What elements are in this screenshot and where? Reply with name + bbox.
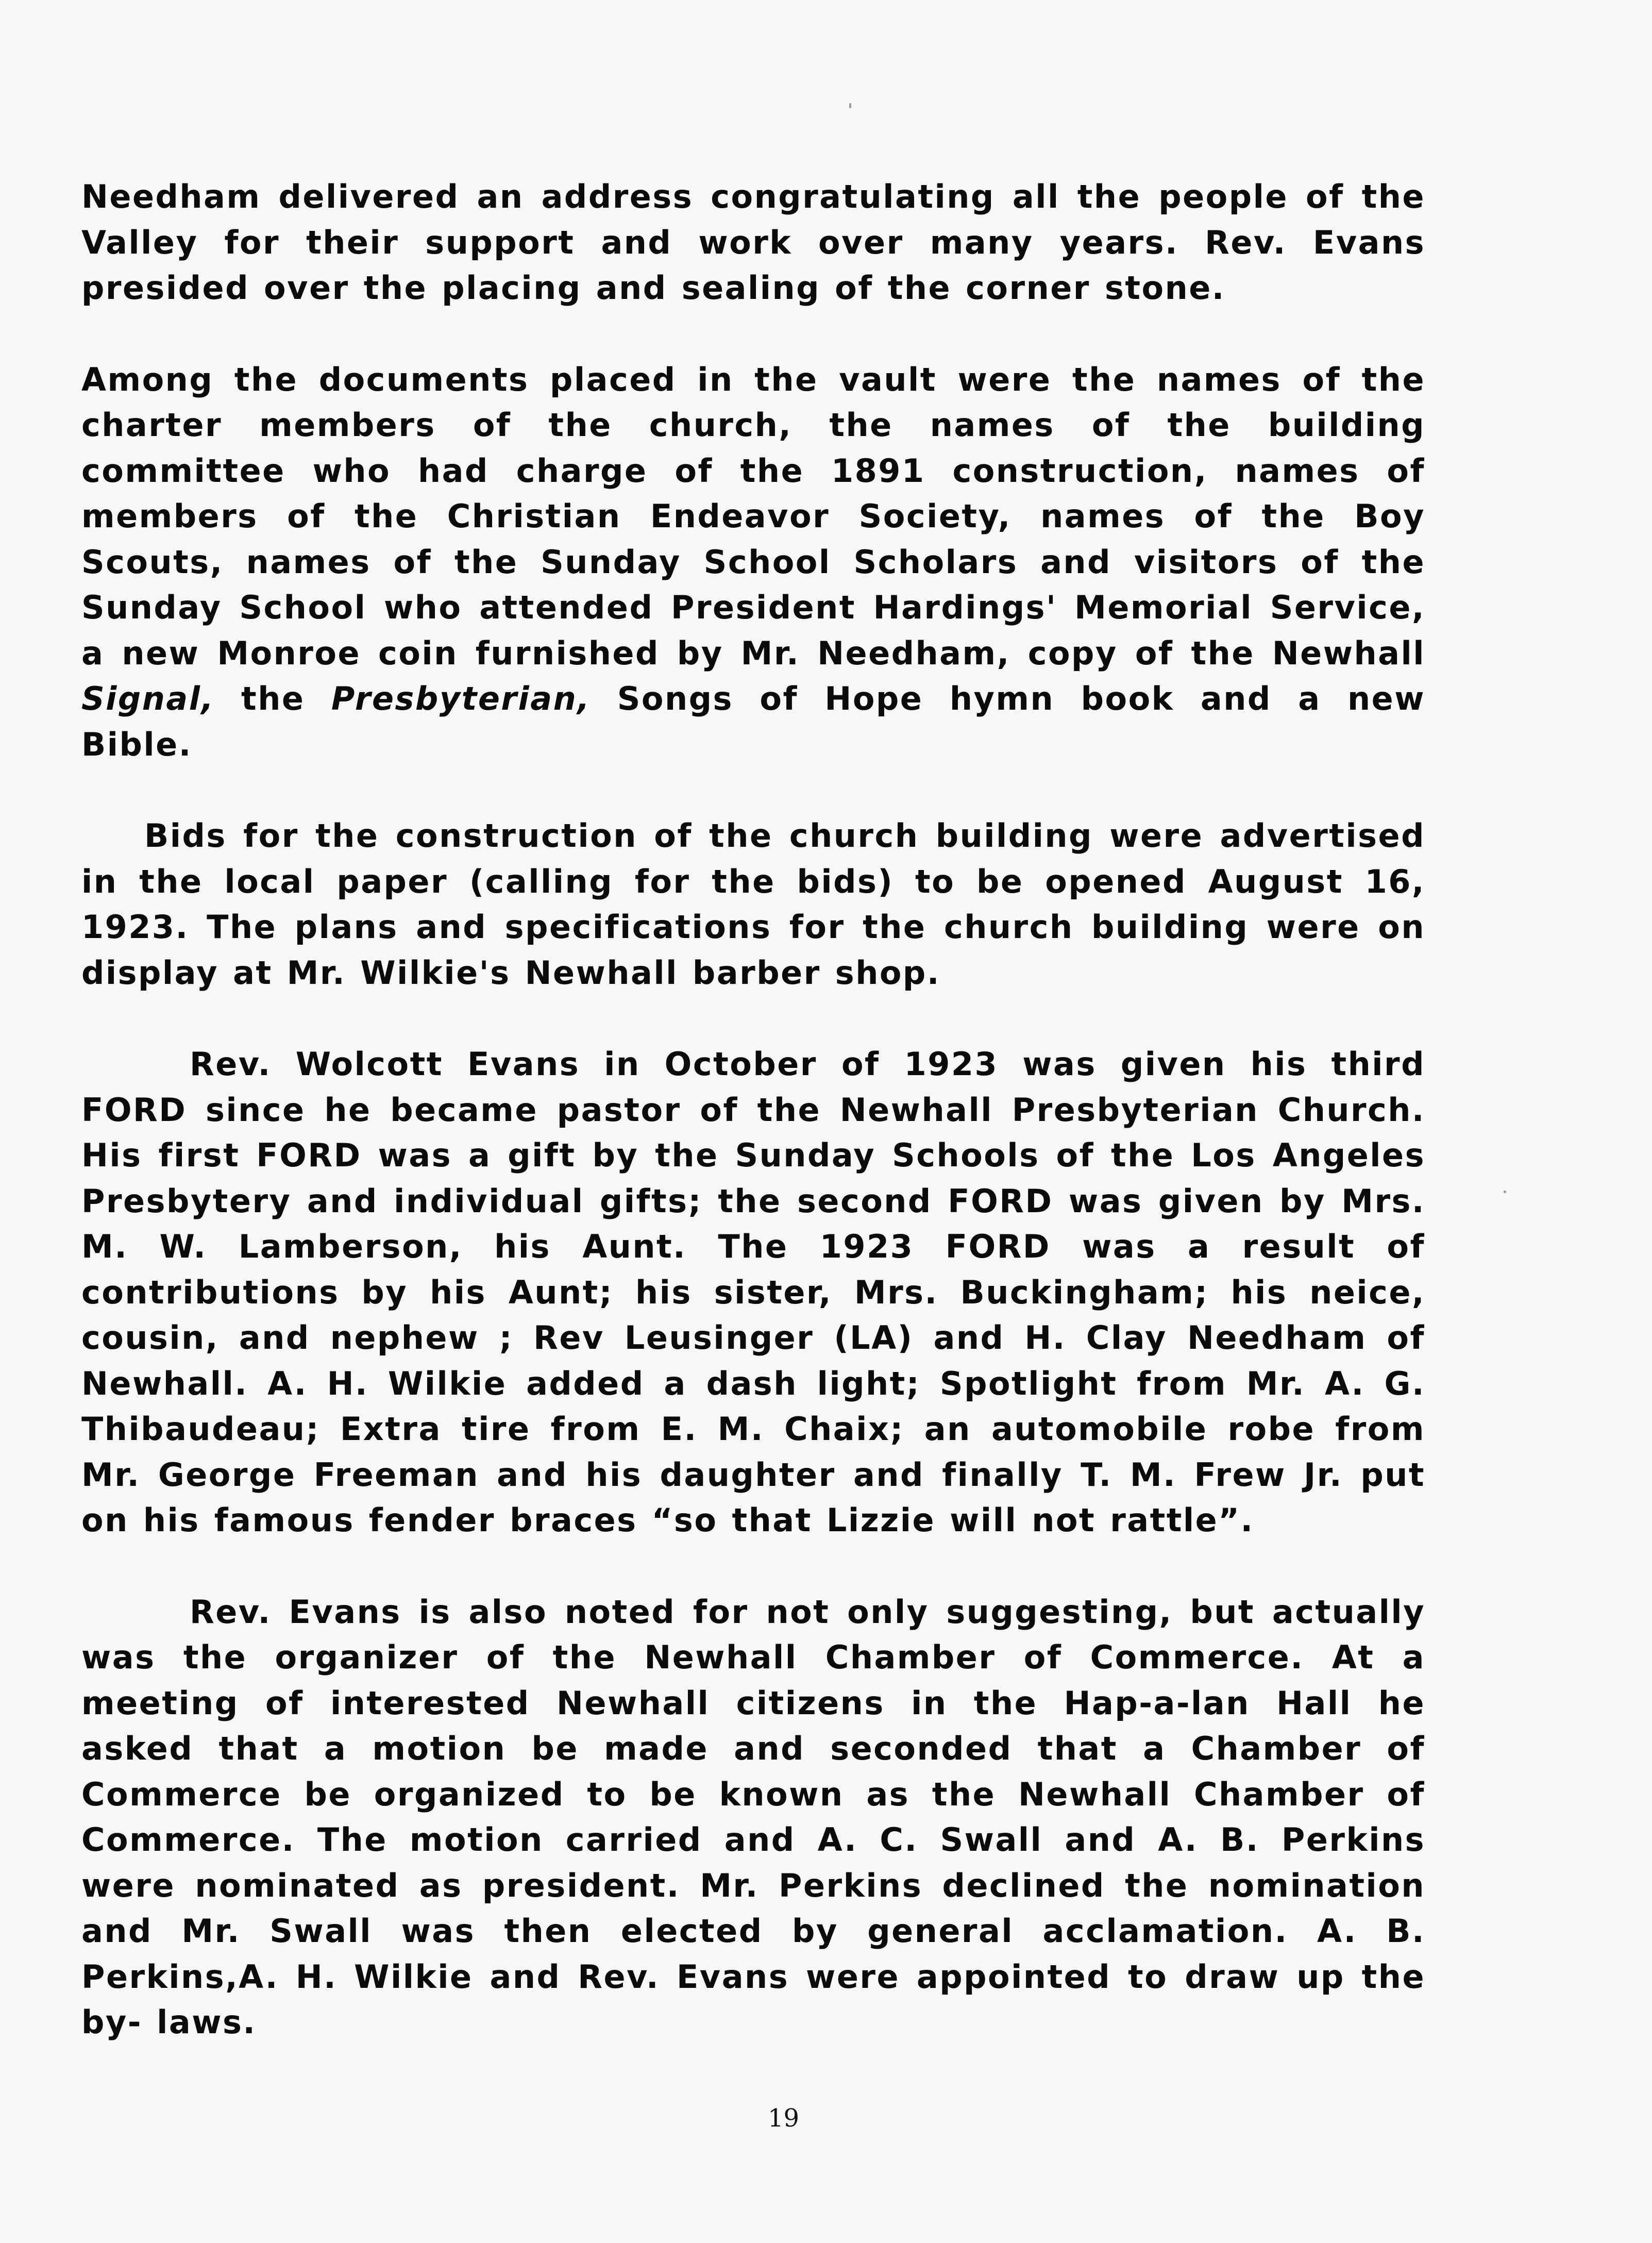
paragraph-text: Among the documents placed in the vault were the names of the charter members of the church, the names of the building committee who had charge of the 1891 construction, names of members of the Christian Endeavor Society, names of the Boy Scouts, names of the Sunday School Scholars and visitors of the Sunday School who attended President Hardings' Memorial Service, a new Monroe coin furnished by Mr. Needham, copy of the Newhall xyxy=(81,360,1425,672)
page-number: 19 xyxy=(768,2104,800,2133)
paragraph-construction-bids xyxy=(81,813,1425,996)
scan-speck xyxy=(849,103,851,108)
paragraph-ford-gift xyxy=(81,1042,1425,1544)
paragraph-text: the xyxy=(214,680,331,717)
newspaper-title-presbyterian: Presbyterian, xyxy=(331,680,591,717)
paragraph-text: Needham delivered an address congratulating all the people of the Valley for their support and work over many years. Rev. Evans presided over the placing and sealing of the corner stone. xyxy=(81,178,1425,307)
scan-speck xyxy=(1504,1191,1506,1193)
document-body xyxy=(81,174,1425,2091)
paragraph-text: Songs of Hope hymn book and a new Bible. xyxy=(81,680,1425,763)
paragraph-text: Rev. Evans is also noted for not only suggesting, but actually was the organizer of the Newhall Chamber of Commerce. At a meeting of interested Newhall citizens in the Hap-a-lan Hall he asked that a motion be made and seconded that a Chamber of Commerce be organized to be known as the Newhall Chamber of Commerce. The motion carried and A. C. Swall and A. B. Perkins were nominated as president. Mr. Perkins declined the nomination and Mr. Swall was then elected by general acclamation. A. B. Perkins,A. H. Wilkie and Rev. Evans were appointed to draw up the by- laws. xyxy=(81,1593,1425,2041)
paragraph-text: Rev. Wolcott Evans in October of 1923 was given his third FORD since he became pastor of the Newhall Presbyterian Church. His first FORD was a gift by the Sunday Schools of the Los Angeles Presbytery and individual gifts; the second FORD was given by Mrs. M. W. Lamberson, his Aunt. The 1923 FORD was a result of contributions by his Aunt; his sister, Mrs. Buckingham; his neice, cousin, and nephew ; Rev Leusinger (LA) and H. Clay Needham of Newhall. A. H. Wilkie added a dash light; Spotlight from Mr. A. G. Thibaudeau; Extra tire from E. M. Chaix; an automobile robe from Mr. George Freeman and his daughter and finally T. M. Frew Jr. put on his famous fender braces “so that Lizzie will not rattle”. xyxy=(81,1045,1425,1539)
paragraph-cornerstone xyxy=(81,174,1425,311)
paragraph-chamber-of-commerce xyxy=(81,1589,1425,2046)
paragraph-vault-documents xyxy=(81,357,1425,768)
newspaper-title-signal: Signal, xyxy=(81,680,215,717)
paragraph-text: Bids for the construction of the church building were advertised in the local paper (calling for the bids) to be opened August 16, 1923. The plans and specifications for the church building were on display at Mr. Wilkie's Newhall barber shop. xyxy=(81,817,1425,992)
